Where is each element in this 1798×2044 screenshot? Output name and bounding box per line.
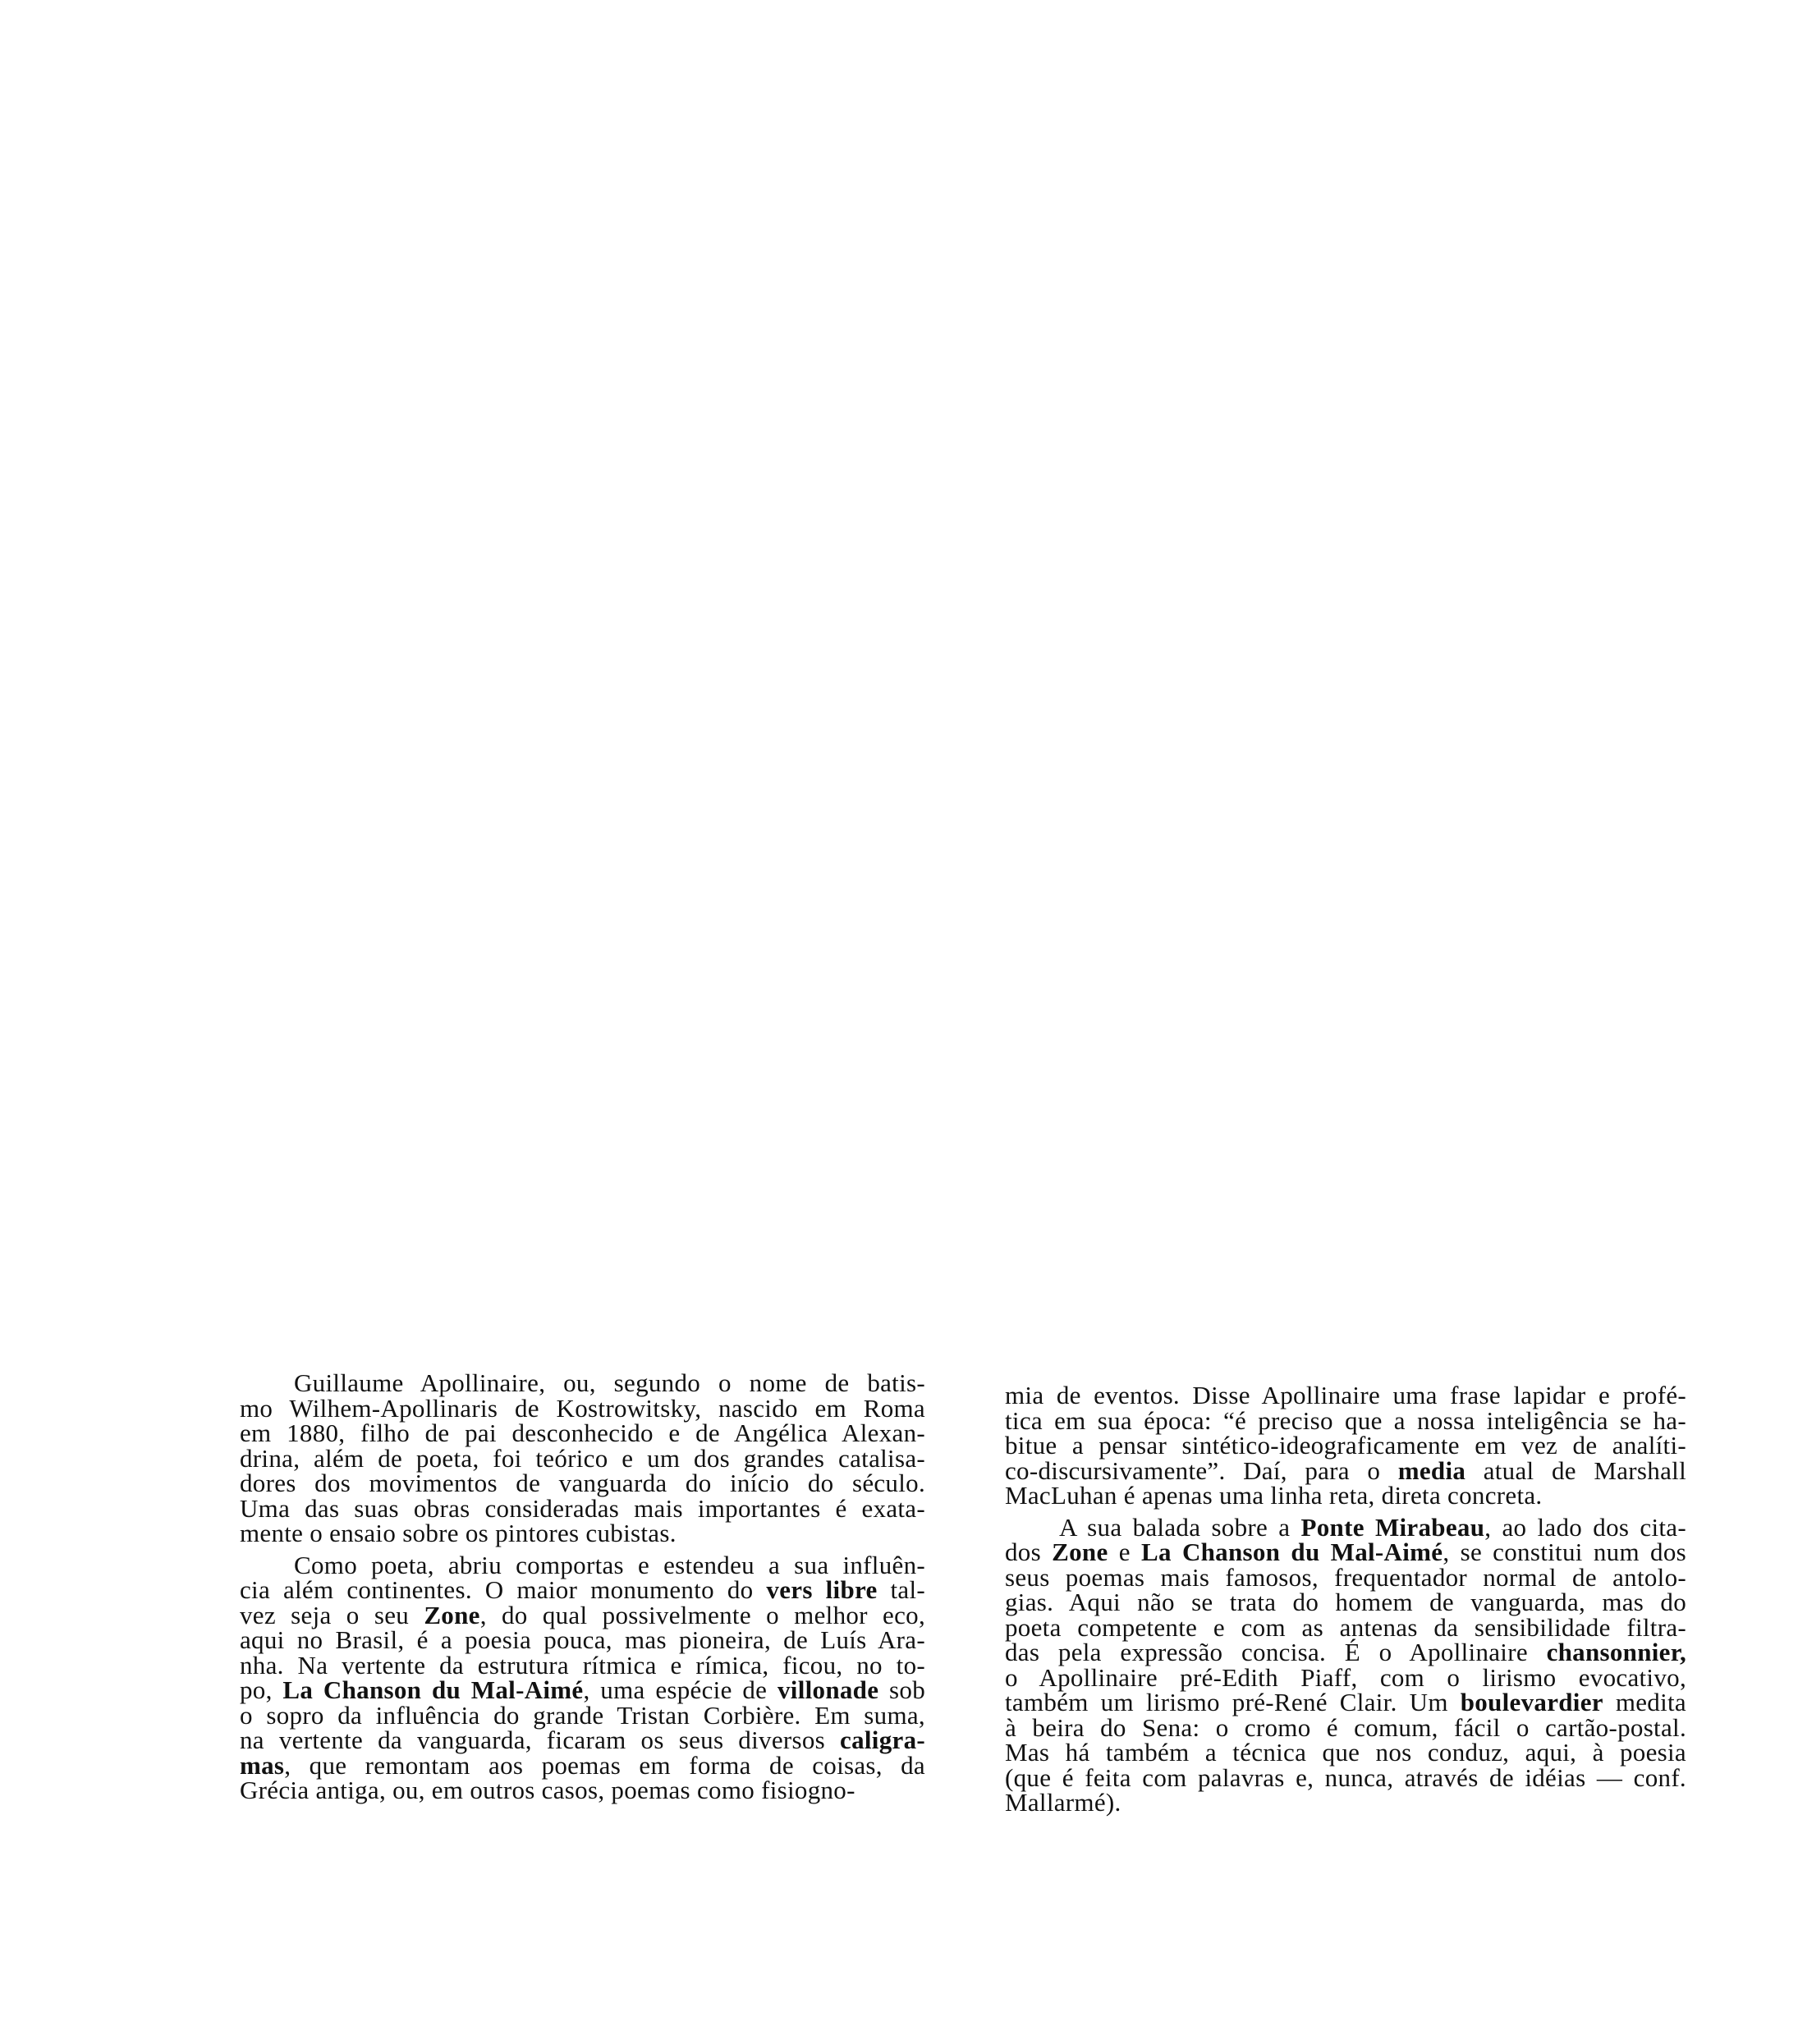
bold-term: media (1397, 1455, 1466, 1485)
text-run: poeta competente e com as antenas da sensibilidade filtra- (1005, 1612, 1686, 1642)
text-run: aqui no Brasil, é a poesia pouca, mas pioneira, de Luís Ara- (240, 1625, 925, 1654)
text-run: A sua balada sobre a (1059, 1512, 1301, 1542)
text-line (1005, 1540, 1686, 1565)
text-run: sob (878, 1675, 925, 1704)
text-run: vez seja o seu (240, 1600, 424, 1629)
text-run: tal- (877, 1575, 926, 1604)
text-line (240, 1393, 925, 1423)
text-line (240, 1650, 925, 1680)
text-run: Mas há também a técnica que nos conduz, aqui, à poesia (1005, 1738, 1686, 1767)
text-line (1005, 1433, 1686, 1459)
text-run: tica em sua época: “é preciso que a nossa inteligência se ha- (1005, 1405, 1686, 1435)
text-run: MacLuhan é apenas uma linha reta, direta concreta. (1005, 1481, 1543, 1510)
text-run: seus poemas mais famosos, frequentador normal de antolo- (1005, 1562, 1686, 1592)
text-run: mente o ensaio sobre os pintores cubistas. (240, 1519, 677, 1547)
text-run: em 1880, filho de pai desconhecido e de Angélica Alexan- (240, 1418, 925, 1447)
bold-term: caligra- (840, 1725, 925, 1754)
text-line (240, 1521, 925, 1547)
bold-term: villonade (777, 1675, 879, 1704)
text-run: Como poeta, abriu comportas e estendeu a sua influên- (294, 1550, 925, 1579)
text-run: atual de Marshall (1465, 1455, 1686, 1485)
text-line (240, 1575, 926, 1604)
text-line (240, 1443, 925, 1473)
paragraph (240, 1368, 925, 1547)
text-run: medita (1603, 1688, 1686, 1716)
text-run: cia além continentes. O maior monumento do (240, 1575, 767, 1604)
text-run: bitue a pensar sintético-ideograficamente em vez de analíti- (1005, 1431, 1686, 1460)
text-run: mia de eventos. Disse Apollinaire uma frase lapidar e profé- (1005, 1381, 1686, 1409)
bold-term: boulevardier (1460, 1688, 1603, 1716)
right-text-column (1005, 1383, 1686, 1816)
bold-term: La Chanson du Mal-Aimé (282, 1675, 584, 1704)
paragraph (1005, 1512, 1686, 1817)
text-line (1005, 1712, 1686, 1742)
text-run: e (1108, 1538, 1141, 1566)
text-run: Mallarmé). (1005, 1788, 1121, 1817)
text-line (240, 1625, 925, 1654)
text-line (1005, 1562, 1686, 1592)
bold-term: Ponte Mirabeau (1300, 1512, 1485, 1542)
text-line (240, 1368, 925, 1397)
text-run: , que remontam aos poemas em forma de coisas, da (284, 1750, 925, 1780)
text-line (240, 1600, 926, 1629)
paragraph (240, 1550, 926, 1804)
text-line (1005, 1383, 1686, 1409)
text-line (1005, 1640, 1686, 1666)
bold-term: Zone (1052, 1538, 1108, 1566)
text-run: (que é feita com palavras e, nunca, através de idéias — conf. (1005, 1762, 1686, 1792)
text-line (240, 1550, 925, 1579)
text-run: , se constitui num dos (1443, 1538, 1686, 1566)
text-line (1005, 1612, 1686, 1642)
text-run: Grécia antiga, ou, em outros casos, poemas como fisiogno- (240, 1776, 855, 1804)
text-run: dos (1005, 1538, 1053, 1566)
bold-term: La Chanson du Mal-Aimé (1140, 1538, 1443, 1566)
text-run: na vertente da vanguarda, ficaram os seus diversos (240, 1725, 841, 1754)
text-line (240, 1778, 925, 1803)
text-line (1005, 1590, 1686, 1615)
text-line (240, 1725, 925, 1754)
text-line (1005, 1405, 1686, 1435)
text-line (1005, 1662, 1686, 1692)
text-run: o Apollinaire pré-Edith Piaff, com o lirismo evocativo, (1005, 1662, 1686, 1692)
text-line (240, 1418, 925, 1447)
text-run: também um lirismo pré-René Clair. Um (1005, 1688, 1461, 1716)
text-run: à beira do Sena: o cromo é comum, fácil o cartão-postal. (1005, 1712, 1686, 1742)
text-run: po, (240, 1675, 283, 1704)
text-line (1005, 1455, 1686, 1485)
text-line (1005, 1790, 1686, 1816)
text-line (1005, 1512, 1686, 1542)
text-run: , ao lado dos cita- (1484, 1512, 1686, 1542)
left-text-column (240, 1368, 926, 1804)
bold-term: vers libre (766, 1575, 878, 1604)
text-run: nha. Na vertente da estrutura rítmica e rímica, ficou, no to- (240, 1650, 925, 1680)
text-run: dores dos movimentos de vanguarda do início do século. (240, 1469, 925, 1497)
text-line (1005, 1483, 1686, 1509)
bold-term: chansonnier, (1546, 1638, 1686, 1666)
text-line (1005, 1762, 1686, 1792)
text-run: Uma das suas obras consideradas mais importantes é exata- (240, 1493, 925, 1523)
text-run: das pela expressão concisa. É o Apollinaire (1005, 1638, 1547, 1666)
text-line (240, 1700, 925, 1730)
bold-term: Zone (424, 1600, 480, 1629)
text-line (1005, 1690, 1686, 1716)
text-run: gias. Aqui não se trata do homem de vanguarda, mas do (1005, 1588, 1686, 1616)
text-run: mo Wilhem-Apollinaris de Kostrowitsky, nascido em Roma (240, 1393, 925, 1423)
text-line (1005, 1740, 1686, 1766)
text-run: Guillaume Apollinaire, ou, segundo o nome de batis- (294, 1368, 925, 1397)
text-run: , do qual possivelmente o melhor eco, (479, 1600, 926, 1629)
text-line (240, 1493, 925, 1523)
text-line (240, 1471, 925, 1496)
text-run: , uma espécie de (583, 1675, 777, 1704)
text-run: co-discursivamente”. Daí, para o (1005, 1455, 1398, 1485)
bold-term: mas (240, 1750, 285, 1780)
paragraph (1005, 1383, 1686, 1509)
text-run: drina, além de poeta, foi teórico e um dos grandes catalisa- (240, 1443, 925, 1473)
text-run: o sopro da influência do grande Tristan Corbière. Em suma, (240, 1700, 925, 1730)
text-line (240, 1750, 925, 1780)
text-line (240, 1675, 925, 1704)
